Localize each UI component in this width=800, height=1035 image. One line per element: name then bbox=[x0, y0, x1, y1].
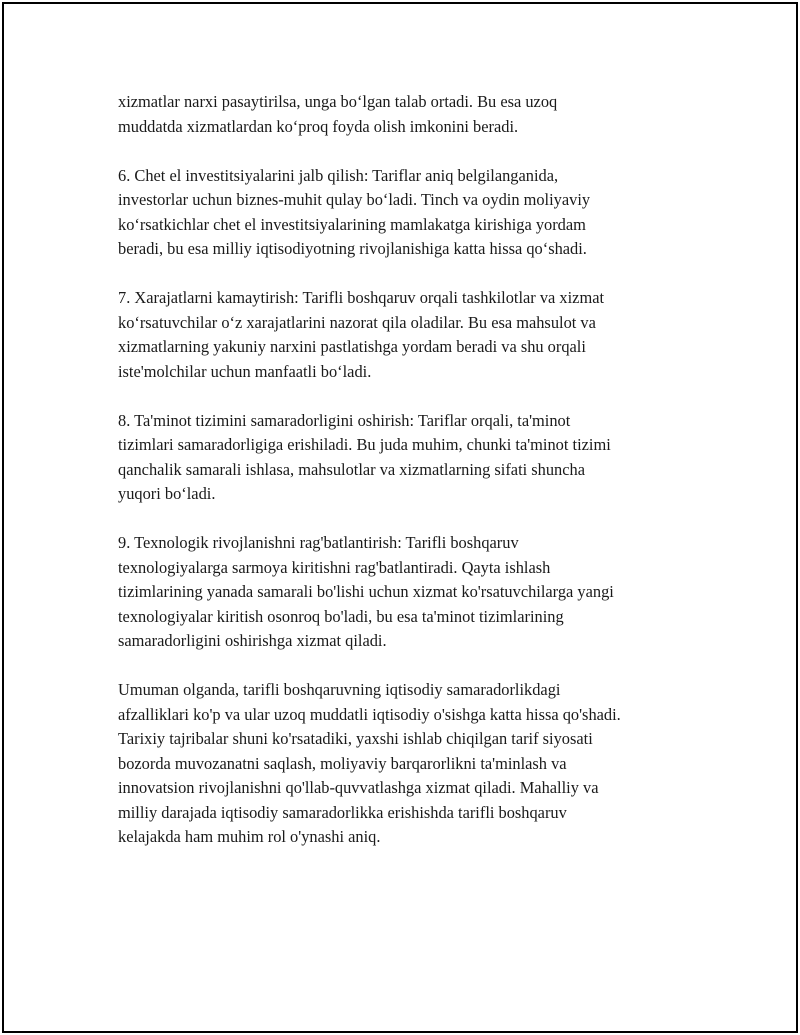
document-body bbox=[118, 90, 698, 874]
paragraph-item-9: 9. Texnologik rivojlanishni rag'batlantirish: Tarifli boshqaruv texnologiyalarga sarmoya kiritishni rag'batlantiradi. Qayta ishlash tizimlarining yanada samarali bo'lishi uchun xizmat ko'rsatuvchilarga yangi texnologiyalar kiritish osonroq bo'ladi, bu esa ta'minot tizimlarining samaradorligini oshirishga xizmat qiladi. bbox=[118, 533, 614, 650]
paragraph-item-6: 6. Chet el investitsiyalarini jalb qilish: Tariflar aniq belgilanganida, investorlar uchun biznes-muhit qulay boʻladi. Tinch va oydin moliyaviy koʻrsatkichlar chet el investitsiyalarining mamlakatga kirishiga yordam beradi, bu esa milliy iqtisodiyotning rivojlanishiga katta hissa qoʻshadi. bbox=[118, 165, 591, 258]
paragraph-item-8: 8. Ta'minot tizimini samaradorligini oshirish: Tariflar orqali, ta'minot tizimlari samaradorligiga erishiladi. Bu juda muhim, chunki ta'minot tizimi qanchalik samarali ishlasa, mahsulotlar va xizmatlarning sifati shuncha yuqori boʻladi. bbox=[118, 410, 611, 503]
paragraph-continuation: xizmatlar narxi pasaytirilsa, unga boʻlgan talab ortadi. Bu esa uzoq muddatda xizmatlardan koʻproq foyda olish imkonini beradi. bbox=[118, 92, 558, 136]
paragraph-conclusion: Umuman olganda, tarifli boshqaruvning iqtisodiy samaradorlikdagi afzalliklari ko'p va ular uzoq muddatli iqtisodiy o'sishga katta hissa qo'shadi. Tarixiy tajribalar shuni ko'rsatadiki, yaxshi ishlab chiqilgan tarif siyosati bozorda muvozanatni saqlash, moliyaviy barqarorlikni ta'minlash va innovatsion rivojlanishni qo'llab-quvvatlashga xizmat qiladi. Mahalliy va milliy darajada iqtisodiy samaradorlikka erishishda tarifli boshqaruv kelajakda ham muhim rol o'ynashi aniq. bbox=[118, 680, 621, 846]
paragraph-item-7: 7. Xarajatlarni kamaytirish: Tarifli boshqaruv orqali tashkilotlar va xizmat koʻrsatuvchilar oʻz xarajatlarini nazorat qila oladilar. Bu esa mahsulot va xizmatlarning yakuniy narxini pastlatishga yordam beradi va shu orqali iste'molchilar uchun manfaatli boʻladi. bbox=[118, 288, 605, 381]
